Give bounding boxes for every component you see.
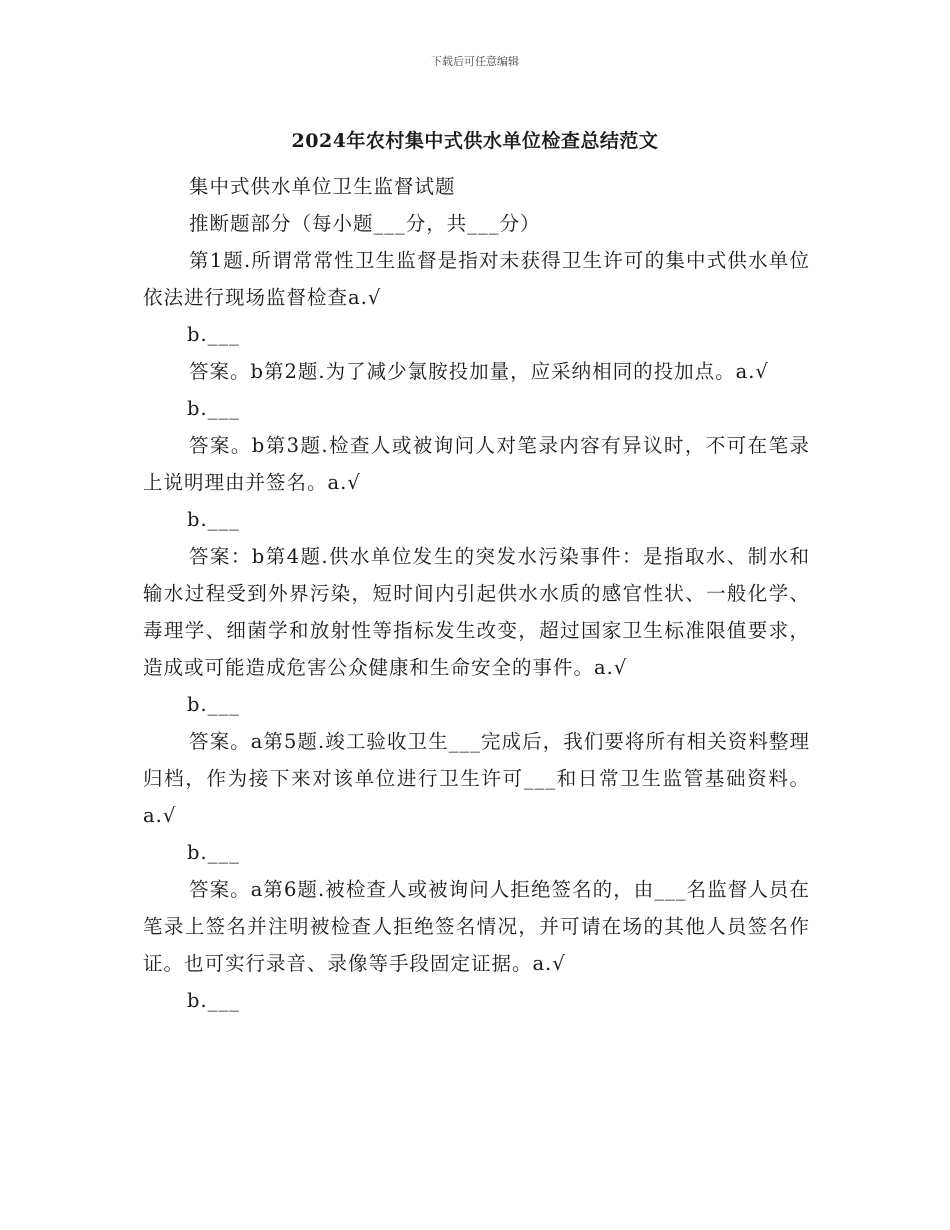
option-b: b.___ <box>187 397 240 420</box>
option-b: b.___ <box>187 508 240 531</box>
document-body <box>143 168 810 1019</box>
answer-question-3: 答案。b第3题.检查人或被询问人对笔录内容有异议时，不可在笔录上说明理由并签名。a.√ <box>143 434 810 494</box>
answer-question-6: 答案。a第6题.被检查人或被询问人拒绝签名的，由___名监督人员在笔录上签名并注明被检查人拒绝签名情况，并可请在场的其他人员签名作证。也可实行录音、录像等手段固定证据。a.√ <box>143 878 810 975</box>
option-b: b.___ <box>187 989 240 1012</box>
document-title: 2024年农村集中式供水单位检查总结范文 <box>291 130 659 152</box>
question-1: 第1题.所谓常常性卫生监督是指对未获得卫生许可的集中式供水单位依法进行现场监督检查a.√ <box>143 249 810 309</box>
answer-question-5: 答案。a第5题.竣工验收卫生___完成后，我们要将所有相关资料整理归档，作为接下来对该单位进行卫生许可___和日常卫生监管基础资料。a.√ <box>143 730 810 827</box>
answer-question-2: 答案。b第2题.为了减少氯胺投加量，应采纳相同的投加点。a.√ <box>189 360 769 383</box>
section-subheading: 推断题部分（每小题___分，共___分） <box>189 212 541 235</box>
section-heading: 集中式供水单位卫生监督试题 <box>189 175 456 198</box>
option-b: b.___ <box>187 693 240 716</box>
answer-question-4: 答案：b第4题.供水单位发生的突发水污染事件：是指取水、制水和输水过程受到外界污染，短时间内引起供水水质的感官性状、一般化学、毒理学、细菌学和放射性等指标发生改变，超过国家卫生标准限值要求，造成或可能造成危害公众健康和生命安全的事件。a.√ <box>143 545 810 679</box>
option-b: b.___ <box>187 323 240 346</box>
option-b: b.___ <box>187 841 240 864</box>
page-header-note: 下载后可任意编辑 <box>431 55 519 68</box>
